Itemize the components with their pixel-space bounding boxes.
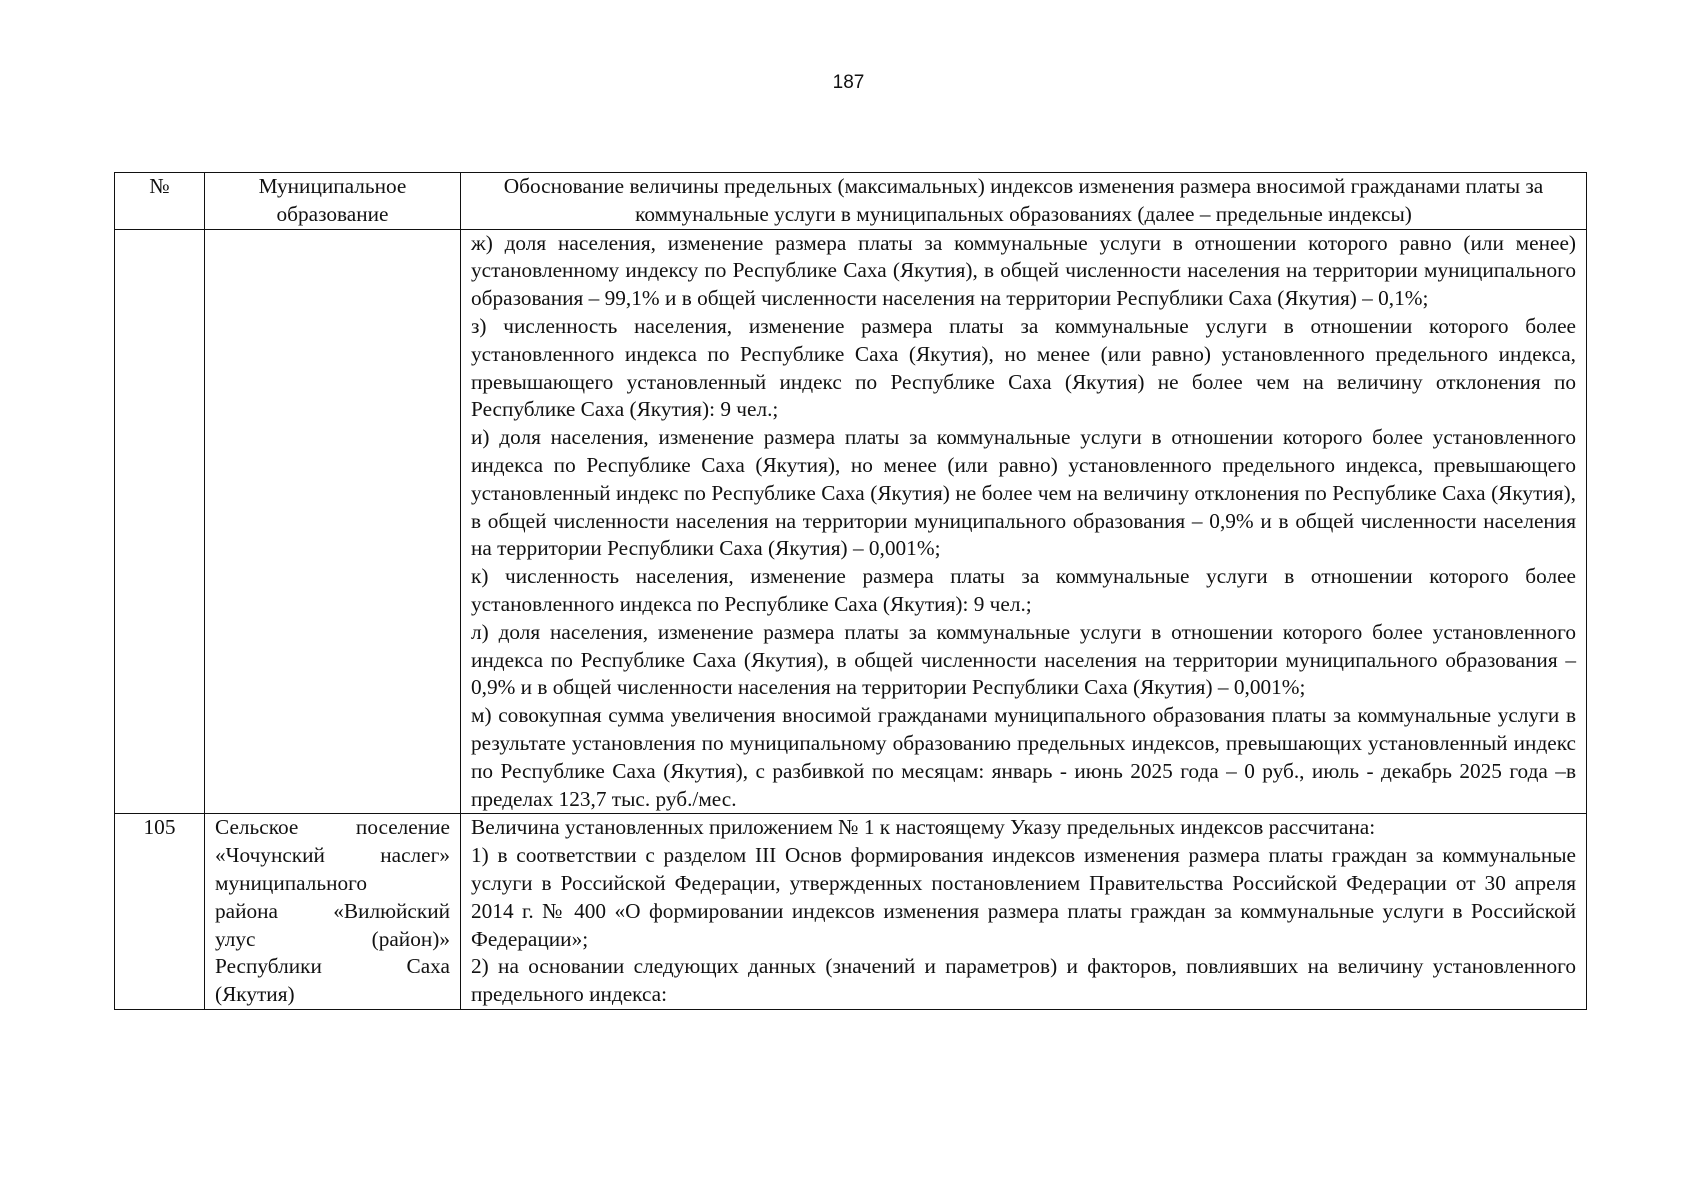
header-number: № [115, 173, 205, 230]
table-row [115, 814, 1587, 1010]
municipality-line: Сельское поселение [215, 815, 450, 840]
paragraph-zh: ж) доля населения, изменение размера платы за коммунальные услуги в отношении которого равно (или менее) установленному индексу по Республике Саха (Якутия), в общей численности населения на территории муниципального образования – 99,1% и в общей численности населения на территории Республики Саха (Якутия) – 0,1%; [471, 230, 1576, 311]
municipality-line: района «Вилюйский [215, 898, 450, 923]
table-header-row [115, 173, 1587, 230]
justification-cell [461, 814, 1587, 1010]
paragraph-1: 1) в соответствии с разделом III Основ формирования индексов изменения размера платы граждан за коммунальные услуги в Российской Федерации, утвержденных постановлением Правительства Российской Федерации от 30 апреля 2014 г. № 400 «О формировании индексов изменения размера платы граждан за коммунальные услуги в Российской Федерации»; [471, 843, 1576, 951]
row-number-cell: 105 [115, 814, 205, 1010]
municipality-line: муниципального [215, 870, 367, 895]
municipality-line: улус (район)» [215, 926, 450, 951]
municipality-line: Республики Саха [215, 954, 450, 979]
municipality-cell [205, 814, 461, 1010]
paragraph-intro: Величина установленных приложением № 1 к настоящему Указу предельных индексов рассчитана: [471, 815, 1376, 840]
paragraph-k: к) численность населения, изменение размера платы за коммунальные услуги в отношении которого более установленного индекса по Республике Саха (Якутия): 9 чел.; [471, 564, 1576, 616]
header-justification: Обоснование величины предельных (максимальных) индексов изменения размера вносимой гражданами платы за коммунальные услуги в муниципальных образованиях (далее – предельные индексы) [461, 173, 1587, 230]
paragraph-i: и) доля населения, изменение размера платы за коммунальные услуги в отношении которого более установленного индекса по Республике Саха (Якутия), но менее (или равно) установленного предельного индекса, превышающего установленный индекс по Республике Саха (Якутия) не более чем на величину отклонения по Республике Саха (Якутия), в общей численности населения на территории муниципального образования – 0,9% и в общей численности населения на территории Республики Саха (Якутия) – 0,001%; [471, 425, 1576, 561]
municipality-line: (Якутия) [215, 982, 295, 1007]
municipality-cell [205, 229, 461, 814]
row-number-cell [115, 229, 205, 814]
paragraph-m: м) совокупная сумма увеличения вносимой гражданами муниципального образования платы за коммунальные услуги в результате установления по муниципальному образованию предельных индексов, превышающих установленный индекс по Республике Саха (Якутия), с разбивкой по месяцам: январь - июнь 2025 года – 0 руб., июль - декабрь 2025 года –в пределах 123,7 тыс. руб./мес. [471, 703, 1576, 811]
justification-cell [461, 229, 1587, 814]
header-municipality: Муниципальное образование [205, 173, 461, 230]
paragraph-l: л) доля населения, изменение размера платы за коммунальные услуги в отношении которого более установленного индекса по Республике Саха (Якутия), в общей численности населения на территории муниципального образования – 0,9% и в общей численности населения на территории Республики Саха (Якутия) – 0,001%; [471, 619, 1576, 700]
paragraph-2: 2) на основании следующих данных (значений и параметров) и факторов, повлиявших на величину установленного предельного индекса: [471, 954, 1576, 1007]
table-row [115, 229, 1587, 814]
page-number: 187 [832, 72, 865, 93]
paragraph-z: з) численность населения, изменение размера платы за коммунальные услуги в отношении которого более установленного индекса по Республике Саха (Якутия), но менее (или равно) установленного предельного индекса, превышающего установленный индекс по Республике Саха (Якутия) не более чем на величину отклонения по Республике Саха (Якутия): 9 чел.; [471, 313, 1576, 422]
justification-table [114, 172, 1587, 1010]
municipality-line: «Чочунский наслег» [215, 843, 450, 868]
